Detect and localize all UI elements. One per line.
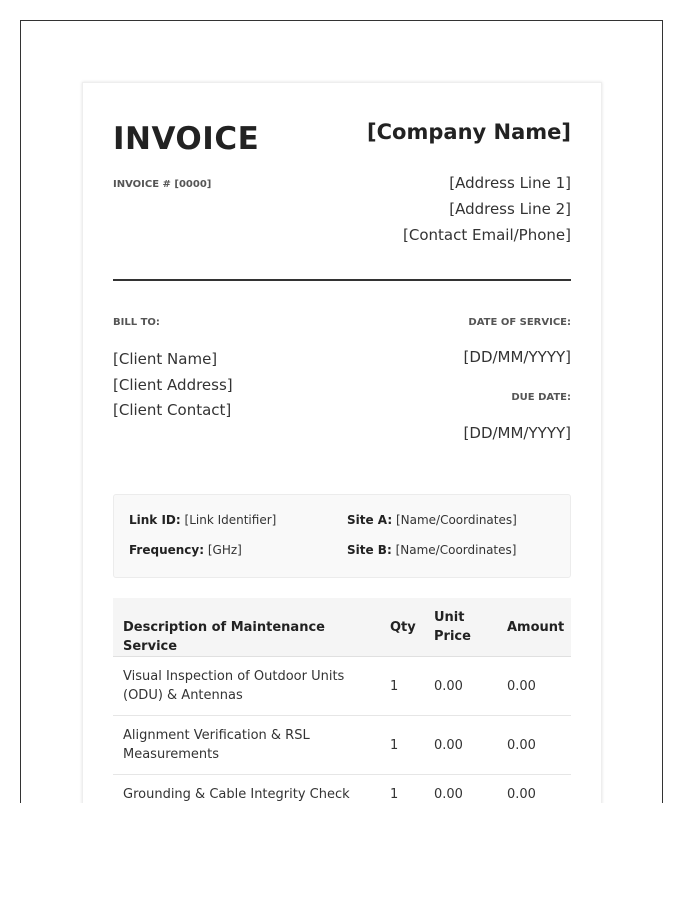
due-date-label: DUE DATE: [511,392,571,403]
invoice-number: INVOICE # [0000] [113,179,212,190]
company-contact: [Contact Email/Phone] [403,226,571,244]
row-qty: 1 [390,738,399,753]
header-unit-price [434,608,471,646]
table-row [113,775,571,803]
address-line-2: [Address Line 2] [449,200,571,218]
invoice-title: INVOICE [113,121,260,157]
site-b-label: Site B: [347,543,392,557]
header-divider [113,279,571,281]
date-of-service-label: DATE OF SERVICE: [468,317,571,328]
row-description: Grounding & Cable Integrity Check [123,787,350,802]
services-table [113,598,571,803]
header-amount: Amount [507,620,565,635]
document-viewport [20,20,663,803]
client-name: [Client Name] [113,350,218,368]
header-description: Description of Maintenance Service [123,620,325,654]
table-row [113,657,571,716]
address-line-1: [Address Line 1] [449,174,571,192]
link-id-value: [Link Identifier] [184,513,277,527]
site-a-field [347,513,517,527]
link-id-field [129,513,276,527]
row-amount: 0.00 [507,787,536,802]
row-unit-price: 0.00 [434,787,463,802]
table-header-row [113,598,571,657]
row-qty: 1 [390,679,399,694]
frequency-value: [GHz] [207,543,242,557]
company-address-block [403,170,571,248]
site-b-value: [Name/Coordinates] [395,543,517,557]
site-a-label: Site A: [347,513,393,527]
bill-to-block [113,347,233,424]
row-amount: 0.00 [507,738,536,753]
client-address: [Client Address] [113,375,233,394]
bill-to-label: BILL TO: [113,317,160,328]
due-date-value: [DD/MM/YYYY] [463,424,571,442]
row-description: Visual Inspection of Outdoor Units (ODU) & Antennas [123,669,345,703]
row-qty: 1 [390,787,399,802]
client-contact: [Client Contact] [113,401,232,419]
link-id-label: Link ID: [129,513,181,527]
site-a-value: [Name/Coordinates] [395,513,517,527]
date-of-service-value: [DD/MM/YYYY] [463,348,571,366]
invoice-page [82,82,602,803]
header-unit-price-line-2: Price [434,629,471,644]
row-unit-price: 0.00 [434,679,463,694]
header-unit-price-line-1: Unit [434,610,465,625]
site-b-field [347,543,516,557]
frequency-field [129,543,242,557]
link-info-box [113,494,571,578]
table-row [113,716,571,775]
row-description: Alignment Verification & RSL Measurements [123,728,310,762]
row-amount: 0.00 [507,679,536,694]
frequency-label: Frequency: [129,543,205,557]
header-qty: Qty [390,620,416,635]
company-name: [Company Name] [367,120,571,144]
row-unit-price: 0.00 [434,738,463,753]
